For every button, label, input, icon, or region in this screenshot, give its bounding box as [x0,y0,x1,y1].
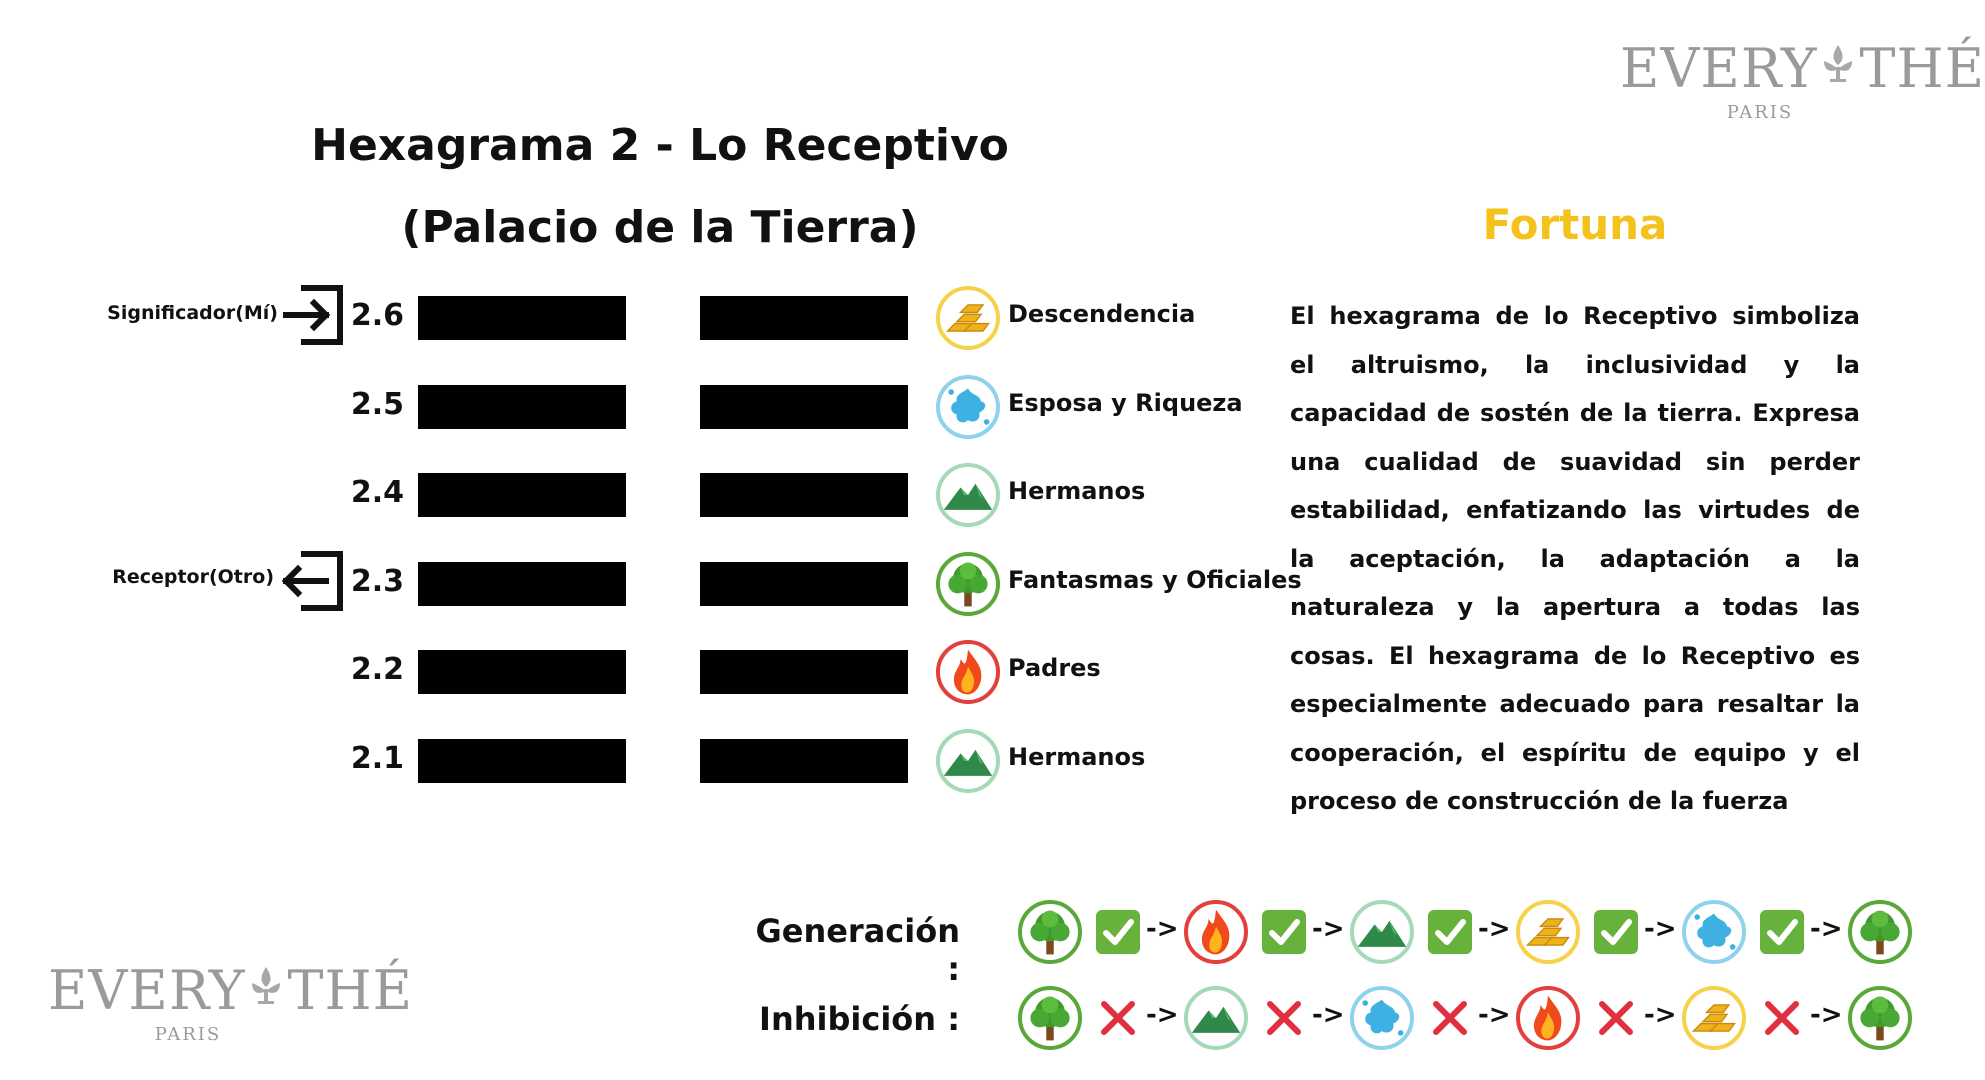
yin-line-right-segment [700,385,908,429]
receptor-label: Receptor(Otro) [112,566,274,588]
fortuna-title: Fortuna [1482,200,1668,249]
yin-line-left-segment [418,562,626,606]
significator-label: Significador(Mí) [107,302,278,324]
yin-line-right-segment [700,296,908,340]
mountain-icon [1184,986,1248,1050]
check-icon [1428,910,1472,954]
relation-label: Hermanos [1008,477,1146,505]
line-number: 2.4 [350,475,404,510]
inhibition-label: Inhibición : [759,1000,960,1038]
cross-icon [1428,996,1472,1040]
flow-arrow: -> [1478,914,1511,944]
tree-icon [1018,900,1082,964]
yin-line-left-segment [418,473,626,517]
generation-label: Generación : [755,912,960,988]
water-icon [1350,986,1414,1050]
mountain-icon [1350,900,1414,964]
line-number: 2.5 [350,387,404,422]
fleur-icon [249,964,283,1018]
gold-icon [1682,986,1746,1050]
gold-icon [1516,900,1580,964]
logo-word-left: EVERY [1620,37,1818,100]
yin-line-right-segment [700,473,908,517]
logo-subtitle: PARIS [1726,102,1794,123]
fortuna-text: El hexagrama de lo Receptivo simboliza el altruismo, la inclusividad y la capacidad de sostén de la tierra. Expresa una cualidad de suavidad sin perder estabilidad, enfatizando las virtudes de la aceptación, la adaptación a la naturaleza y la apertura a todas las cosas. El hexagrama de lo Receptivo es especialmente adecuado para resaltar la cooperación, el espíritu de equipo y el proceso de construcción de la fuerza [1290,302,1860,815]
yin-line-left-segment [418,650,626,694]
yin-line-right-segment [700,739,908,783]
flow-arrow: -> [1312,914,1345,944]
gold-icon [936,286,1000,350]
yin-line-left-segment [418,385,626,429]
yin-line-right-segment [700,562,908,606]
yin-line-right-segment [700,650,908,694]
water-icon [936,375,1000,439]
flow-arrow: -> [1146,1000,1179,1030]
logo-subtitle: PARIS [154,1024,222,1045]
cross-icon [1760,996,1804,1040]
logo-word-right: THÉ [287,959,414,1022]
cross-icon [1594,996,1638,1040]
check-icon [1096,910,1140,954]
water-icon [1682,900,1746,964]
flow-arrow: -> [1312,1000,1345,1030]
tree-icon [1848,900,1912,964]
fire-icon [1184,900,1248,964]
tree-icon [1018,986,1082,1050]
check-icon [1594,910,1638,954]
flow-arrow: -> [1644,914,1677,944]
logo-word-left: EVERY [48,959,246,1022]
yin-line-left-segment [418,739,626,783]
fire-icon [1516,986,1580,1050]
flow-arrow: -> [1644,1000,1677,1030]
hexagram-title: Hexagrama 2 - Lo Receptivo [311,120,1009,171]
flow-arrow: -> [1146,914,1179,944]
brand-logo-top-right [1620,37,1985,123]
relation-label: Fantasmas y Oficiales [1008,566,1302,594]
relation-label: Hermanos [1008,743,1146,771]
palace-subtitle: (Palacio de la Tierra) [401,202,919,253]
logo-word-right: THÉ [1859,37,1985,100]
flow-arrow: -> [1810,914,1843,944]
mountain-icon [936,463,1000,527]
fire-icon [936,640,1000,704]
check-icon [1760,910,1804,954]
yin-line-left-segment [418,296,626,340]
brand-logo-bottom-left [48,959,414,1045]
check-icon [1262,910,1306,954]
cross-icon [1096,996,1140,1040]
tree-icon [936,552,1000,616]
relation-label: Descendencia [1008,300,1196,328]
line-number: 2.3 [350,564,404,599]
relation-label: Padres [1008,654,1101,682]
exit-arrow-icon [282,550,346,612]
relation-label: Esposa y Riqueza [1008,389,1243,417]
line-number: 2.1 [350,741,404,776]
fleur-icon [1821,42,1855,96]
cross-icon [1262,996,1306,1040]
flow-arrow: -> [1810,1000,1843,1030]
line-number: 2.6 [350,298,404,333]
line-number: 2.2 [350,652,404,687]
tree-icon [1848,986,1912,1050]
enter-arrow-icon [282,284,346,346]
flow-arrow: -> [1478,1000,1511,1030]
mountain-icon [936,729,1000,793]
